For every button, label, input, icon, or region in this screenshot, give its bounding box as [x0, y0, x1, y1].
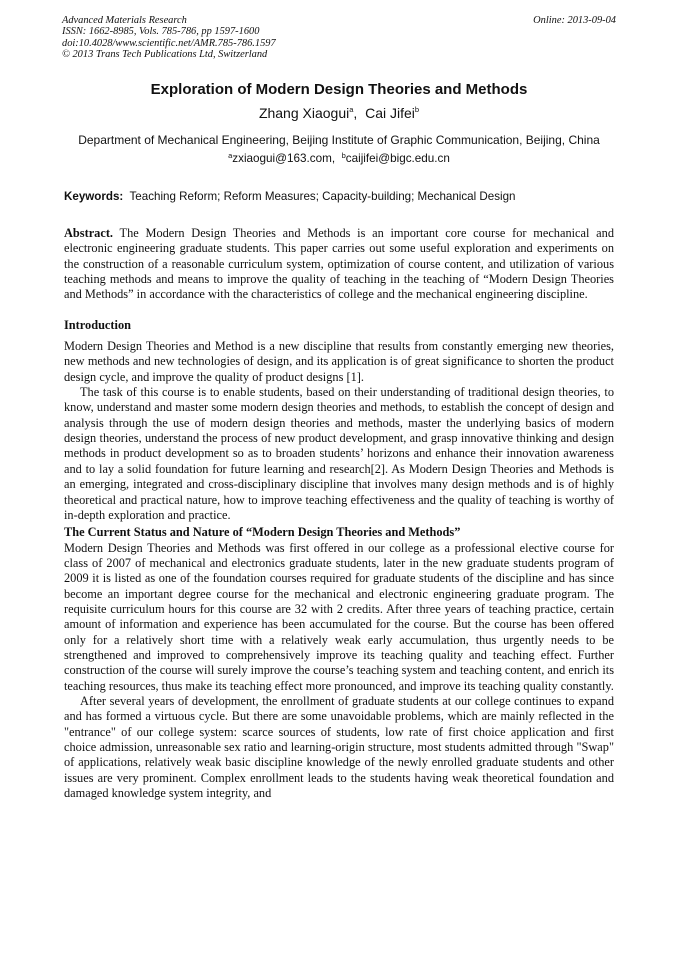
journal-name: Advanced Materials Research	[62, 15, 187, 26]
copyright-line: © 2013 Trans Tech Publications Ltd, Switzerland	[62, 48, 268, 60]
online-date: Online: 2013-09-04	[533, 15, 616, 26]
email-link[interactable]: caijifei@bigc.edu.cn	[345, 152, 450, 165]
author-list: Zhang Xiaogui$^a$, Cai Jifei$^b$	[258, 105, 420, 121]
affiliation: Department of Mechanical Engineering, Beijing Institute of Graphic Communication, Beijing, China	[78, 133, 600, 147]
keywords-text: Teaching Reform; Reform Measures; Capacity-building; Mechanical Design	[129, 190, 516, 203]
email-mark: b	[341, 151, 346, 160]
keywords	[64, 189, 624, 204]
abstract	[64, 226, 614, 303]
email-mark: a	[228, 151, 233, 160]
paragraph: The task of this course is to enable students, based on their understanding of traditional design theories, to know, understand and master some modern design theories and methods, to establish the concept of design and analysis through the use of modern design theories and methods, master the underlying basics of modern design theories, understand the process of new product development, and grasp innovative thinking and design methods in product development so as to broaden students’ horizons and enhance their innovation awareness and to lay a solid foundation for future learning and research[2]. As Modern Design Theories and Methods is an emerging, integrated and cross-disciplinary discipline that involves many design methods and is of highly theoretical and practical nature, how to improve teaching effectiveness and the quality of teaching is worthy of in-depth exploration and practice.	[64, 385, 614, 522]
paragraph: Modern Design Theories and Methods was first offered in our college as a professional elective course for class of 2007 of mechanical and electronics graduate students, later in the new graduate students program of 2009 it is listed as one of the foundation courses required for graduate students of the discipline and has since become an important degree course for the mechanical and electronic engineering graduate program. The requisite curriculum hours for this course are 32 with 2 credits. After three years of teaching practice, certain amount of information and experience has been accumulated for the course. But the course has been offered only for a relatively short time with a relatively weak early accumulation, thus urgently needs to be strengthened and improved to comprehensively improve its teaching quality and teaching effect. Further construction of the course will surely improve the course’s teaching system and teaching content, and enrich its teaching resources, thus make its teaching effect more pronounced, and improve its teaching quality constantly.	[64, 540, 614, 693]
email-link[interactable]: zxiaogui@163.com,	[232, 152, 336, 165]
abstract-text: The Modern Design Theories and Methods is an important core course for mechanical and electronic engineering graduate students. This paper carries out some useful exploration and experiments on the construction of a reasonable curriculum system, optimization of course content, and utilization of various teaching methods and means to improve the quality of teaching in the teaching of “Modern Design Theories and Methods” in accordance with the characteristics of college and the mechanical engineering discipline.	[64, 226, 614, 302]
abstract-label: Abstract.	[64, 226, 114, 240]
doi-line: doi:10.4028/www.scientific.net/AMR.785-786.1597	[62, 37, 276, 49]
section-heading: The Current Status and Nature of “Modern Design Theories and Methods”	[64, 525, 461, 540]
author-name: Zhang Xiaogui	[258, 105, 350, 121]
author-name: Cai Jifei	[365, 105, 415, 121]
paragraph: Modern Design Theories and Method is a new discipline that results from constantly emerging new theories, new methods and new technologies of design, and its application is of great significance to shorten the product design cycle, and improve the quality of product designs [1].	[64, 339, 614, 384]
email-list	[0, 151, 678, 167]
paragraph: After several years of development, the enrollment of graduate students at our college continues to expand and has formed a virtuous cycle. But there are some unavoidable problems, which are mainly reflected in the "entrance" of our college system: scarce sources of students, low rate of first choice application and first choice admission, unreasonable sex ratio and learning-origin structure, most students admitted through "Swap" of applications, relatively weak basic discipline knowledge of the newly enrolled graduate students and other issues are very prominent. Complex enrollment leads to the students having weak theoretical foundation and damaged knowledge system integrity, and	[64, 693, 614, 801]
author-affil-mark: a	[349, 105, 354, 114]
paper-title: Exploration of Modern Design Theories and Methods	[150, 81, 528, 98]
issn-line: ISSN: 1662-8985, Vols. 785-786, pp 1597-1600	[62, 26, 260, 38]
paper-body	[64, 226, 614, 801]
section-heading: Introduction	[64, 317, 131, 332]
author-affil-mark: b	[414, 105, 420, 114]
journal-header	[62, 15, 616, 60]
keywords-label: Keywords:	[64, 190, 124, 203]
